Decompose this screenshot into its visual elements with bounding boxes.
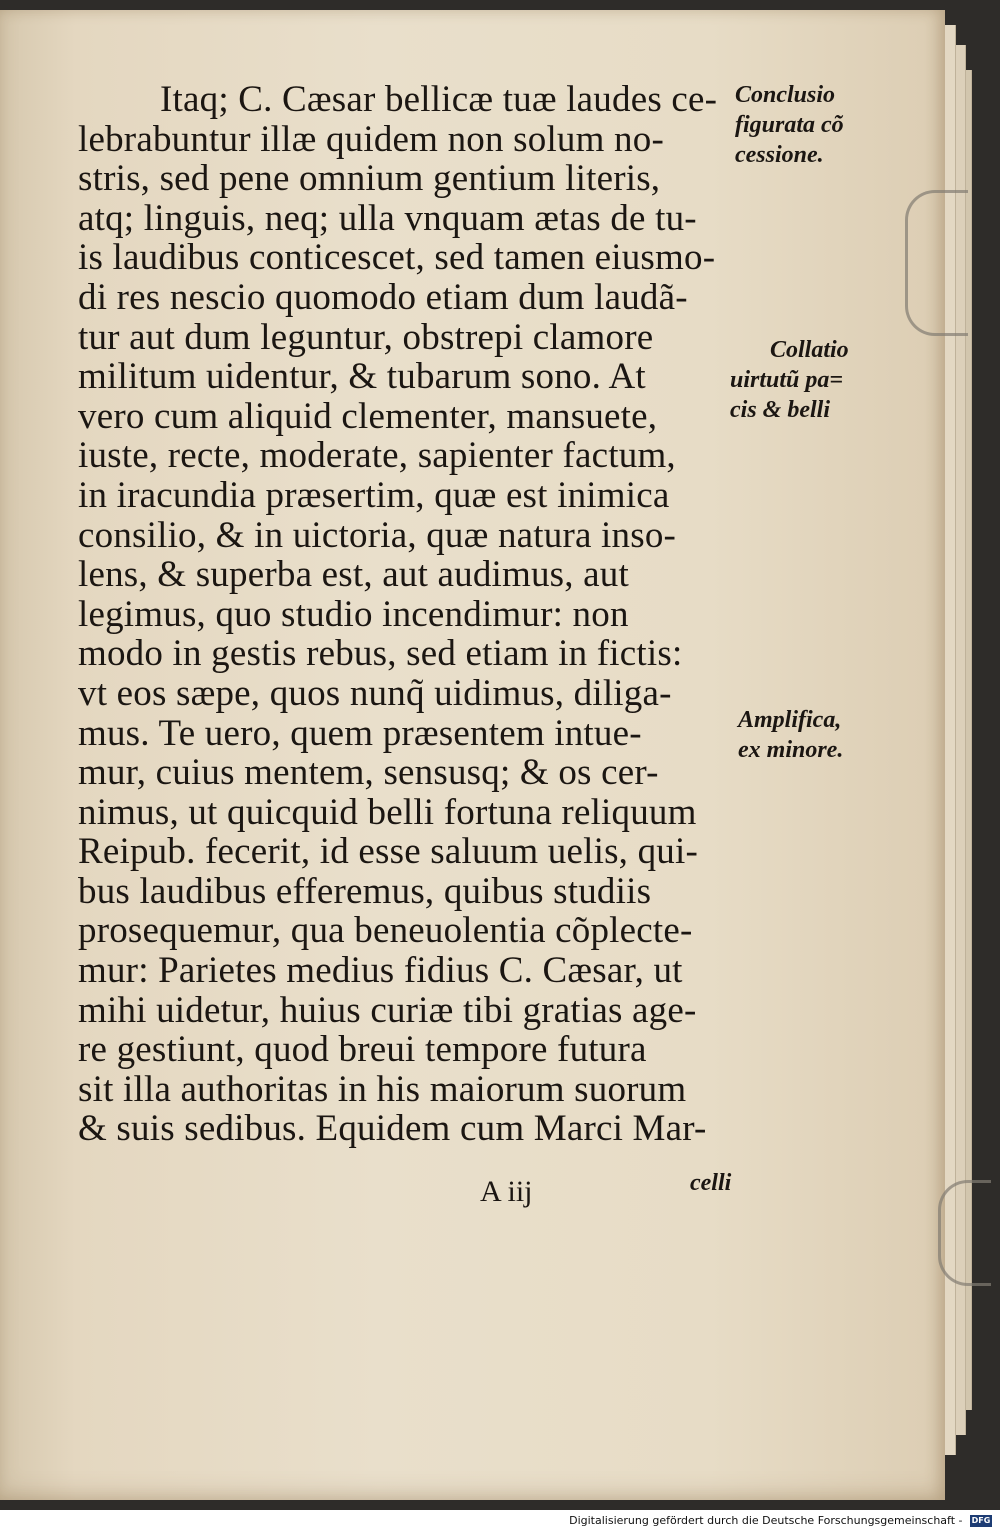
text-line: atq; linguis, neq; ulla vnquam ætas de tu-	[78, 197, 697, 239]
text-line: stris, sed pene omnium gentium literis,	[78, 158, 661, 200]
text-line: vero cum aliquid clementer, mansuete,	[78, 395, 658, 437]
book-page	[0, 10, 945, 1500]
main-text	[78, 80, 738, 1149]
text-line: nimus, ut quicquid belli fortuna reliquum	[78, 791, 697, 833]
margin-note-line: cis & belli	[730, 397, 830, 423]
page-clip-icon	[938, 1180, 991, 1286]
margin-note-line: Collatio	[770, 337, 849, 363]
text-line: vt eos sæpe, quos nunq̃ uidimus, diliga-	[78, 672, 672, 714]
text-line: re gestiunt, quod breui tempore futura	[78, 1029, 647, 1071]
text-line: sit illa authoritas in his maiorum suorum	[78, 1068, 687, 1110]
text-line: lens, & superba est, aut audimus, aut	[78, 554, 629, 596]
margin-note-line: ex minore.	[738, 737, 844, 763]
text-line: legimus, quo studio incendimur: non	[78, 593, 629, 635]
digitization-credit	[569, 1514, 992, 1527]
text-line: militum uidentur, & tubarum sono. At	[78, 356, 646, 398]
margin-note-line: figurata cõ	[735, 112, 844, 138]
text-line: is laudibus conticescet, sed tamen eiusmo-	[78, 237, 716, 279]
text-line: in iracundia præsertim, quæ est inimica	[78, 474, 670, 516]
text-line: mihi uidetur, huius curiæ tibi gratias age-	[78, 989, 697, 1031]
margin-note-conclusio	[735, 80, 844, 170]
text-line: di res nescio quomodo etiam dum laudã-	[78, 276, 688, 318]
text-line: iuste, recte, moderate, sapienter factum,	[78, 435, 676, 477]
text-line: prosequemur, qua beneuolentia cõplecte-	[78, 910, 693, 952]
text-line: Reipub. fecerit, id esse saluum uelis, qui-	[78, 831, 698, 873]
credit-bar	[0, 1510, 1000, 1535]
catchword: celli	[690, 1170, 732, 1196]
margin-note-amplifica	[738, 705, 843, 765]
page-clip-icon	[905, 190, 968, 336]
text-line: lebrabuntur illæ quidem non solum no-	[78, 118, 664, 160]
text-line: bus laudibus efferemus, quibus studiis	[78, 870, 652, 912]
margin-note-collatio	[730, 335, 849, 425]
text-line: mur: Parietes medius fidius C. Cæsar, ut	[78, 950, 683, 992]
margin-note-line: Conclusio	[735, 82, 836, 108]
dfg-logo-icon: DFG	[971, 1516, 991, 1525]
margin-note-line: Amplifica,	[738, 707, 842, 733]
text-line: mus. Te uero, quem præsentem intue-	[78, 712, 642, 754]
text-line: Itaq; C. Cæsar bellicæ tuæ laudes ce-	[160, 79, 718, 120]
text-line: modo in gestis rebus, sed etiam in fictis:	[78, 633, 683, 675]
text-line: mur, cuius mentem, sensusq; & os cer-	[78, 752, 659, 794]
text-line: & suis sedibus. Equidem cum Marci Mar-	[78, 1108, 707, 1150]
margin-note-line: cessione.	[735, 142, 824, 168]
signature-mark: A iij	[480, 1175, 533, 1208]
credit-text: Digitalisierung gefördert durch die Deutsche Forschungsgemeinschaft -	[569, 1514, 963, 1527]
margin-note-line: uirtutũ pa=	[730, 367, 844, 393]
text-line: tur aut dum leguntur, obstrepi clamore	[78, 316, 654, 358]
text-line: consilio, & in uictoria, quæ natura inso-	[78, 514, 677, 556]
